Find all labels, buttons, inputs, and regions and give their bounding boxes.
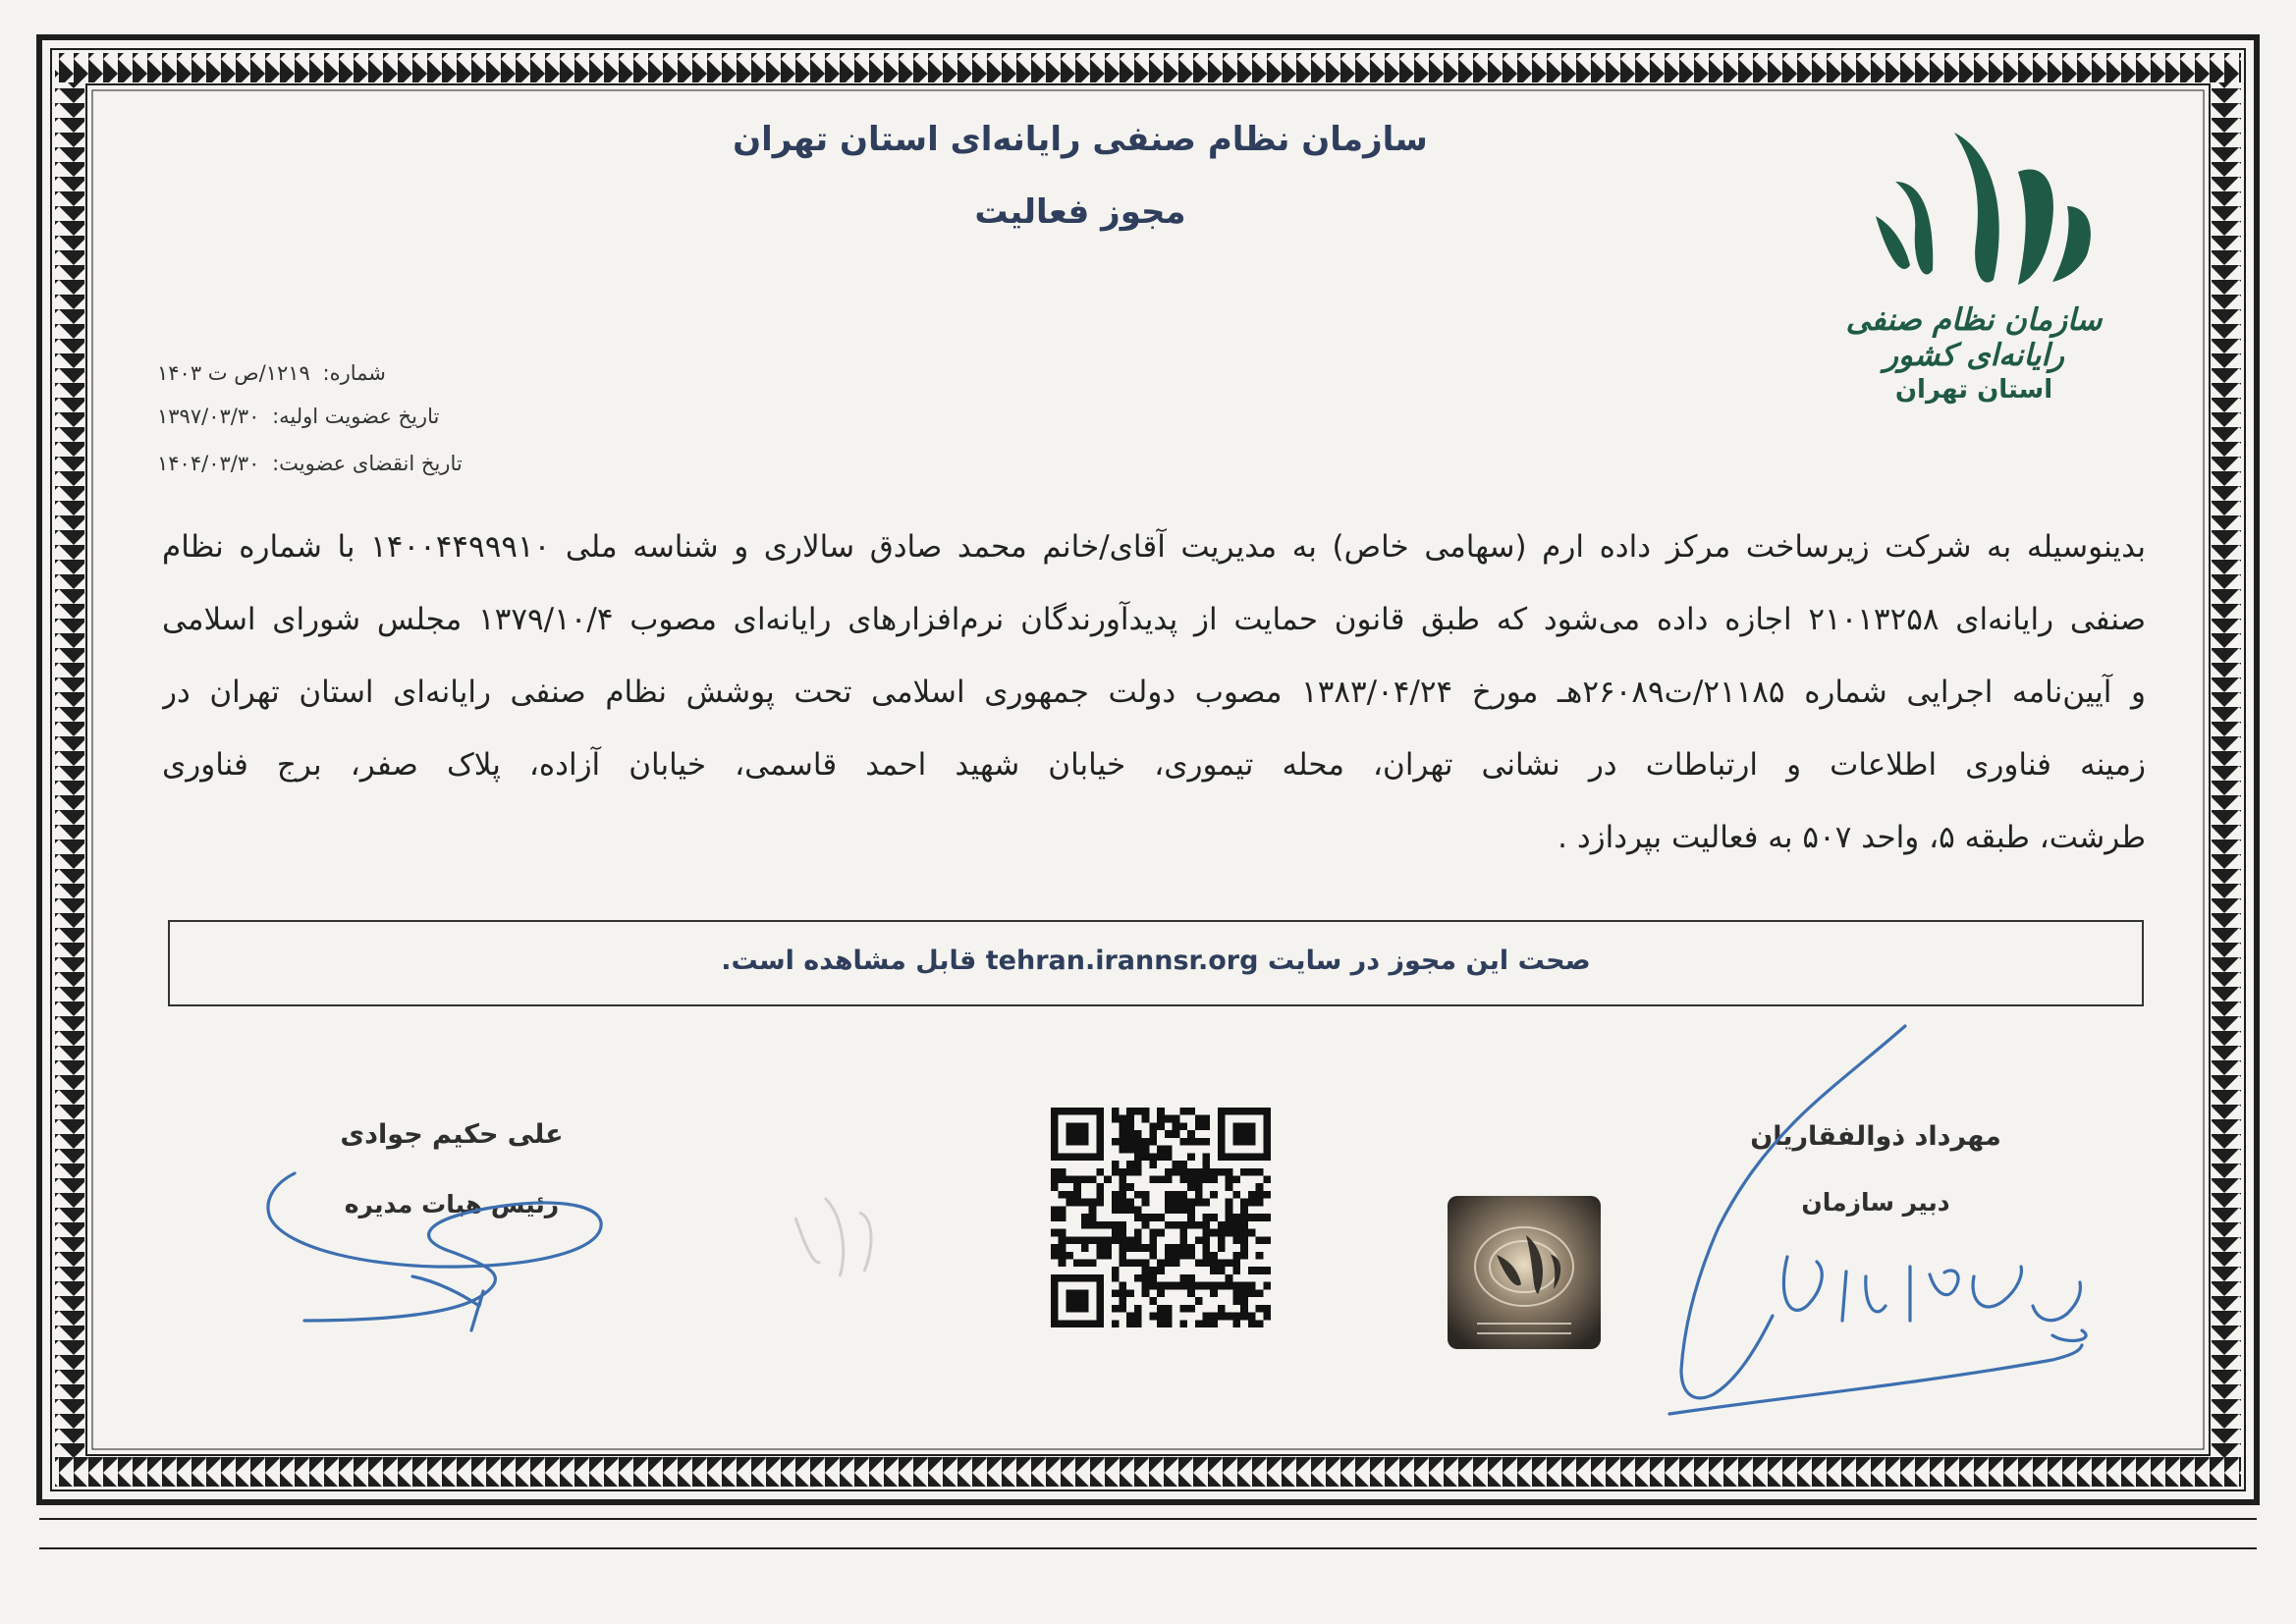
- qr-code[interactable]: [1051, 1108, 1271, 1327]
- membership-expiry-value: ۱۴۰۴/۰۳/۳۰: [157, 452, 260, 475]
- verification-text: [170, 946, 2142, 976]
- chairman-name: علی حکیم جوادی: [340, 1119, 564, 1150]
- verification-box: [168, 920, 2144, 1006]
- license-number-value: ۱۲۱۹/ص ت ۱۴۰۳: [157, 361, 310, 385]
- body-line: صنفی رایانه‌ای ۲۱۰۱۳۲۵۸ اجازه داده می‌شود که طبق قانون حمایت از پدیدآورندگان نرم‌افزارهای رایانه‌ای مصوب ۱۳۷۹/۱۰/۴ مجلس شورای اسلامی: [162, 602, 2146, 637]
- organization-title: سازمان نظام صنفی رایانه‌ای استان تهران: [733, 120, 1428, 159]
- initial-membership-value: ۱۳۹۷/۰۳/۳۰: [157, 405, 260, 428]
- body-line: طرشت، طبقه ۵، واحد ۵۰۷ به فعالیت بپردازد .: [1558, 820, 2146, 855]
- body-line: زمینه فناوری اطلاعات و ارتباطات در نشانی تهران، محله تیموری، خیابان شهید احمد قاسمی، خیابان آزاده، پلاک صفر، برج فناوری: [162, 747, 2146, 783]
- secretary-name: مهرداد ذوالفقاریان: [1750, 1121, 2001, 1152]
- body-line: بدینوسیله به شرکت زیرساخت مرکز داده ارم (سهامی خاص) به مدیریت آقای/خانم محمد صادق سالاری و شناسه ملی ۱۴۰۰۴۴۹۹۹۱۰ با شماره نظام: [162, 529, 2146, 565]
- verification-prefix: صحت این مجوز در سایت: [1267, 946, 1591, 976]
- license-number: [157, 361, 530, 385]
- initial-membership-date: [157, 405, 530, 428]
- logo-province: استان تهران: [1894, 375, 2053, 405]
- membership-expiry-label: تاریخ انقضای عضویت:: [272, 452, 463, 475]
- initial-membership-label: تاریخ عضویت اولیه:: [272, 405, 440, 428]
- membership-expiry-date: [157, 452, 530, 475]
- license-body: [162, 511, 2146, 874]
- secretary-role: دبیر سازمان: [1801, 1188, 1950, 1217]
- license-number-label: شماره:: [322, 361, 386, 385]
- document-title: مجوز فعالیت: [974, 192, 1186, 232]
- logo-organization-name: سازمان نظام صنفی رایانه‌ای کشور: [1845, 302, 2103, 373]
- chairman-role: رئیس هیات مدیره: [344, 1190, 560, 1218]
- hologram-seal: [1448, 1196, 1601, 1349]
- verification-site-link[interactable]: tehran.irannsr.org: [985, 946, 1259, 976]
- body-line: و آیین‌نامه اجرایی شماره ۲۱۱۸۵/ت۲۶۰۸۹هـ مورخ ۱۳۸۳/۰۴/۲۴ مصوب دولت جمهوری اسلامی تحت پوشش نظام صنفی رایانه‌ای استان تهران در: [162, 675, 2146, 710]
- verification-suffix: قابل مشاهده است.: [721, 946, 977, 976]
- watermark-logo: [776, 1178, 894, 1296]
